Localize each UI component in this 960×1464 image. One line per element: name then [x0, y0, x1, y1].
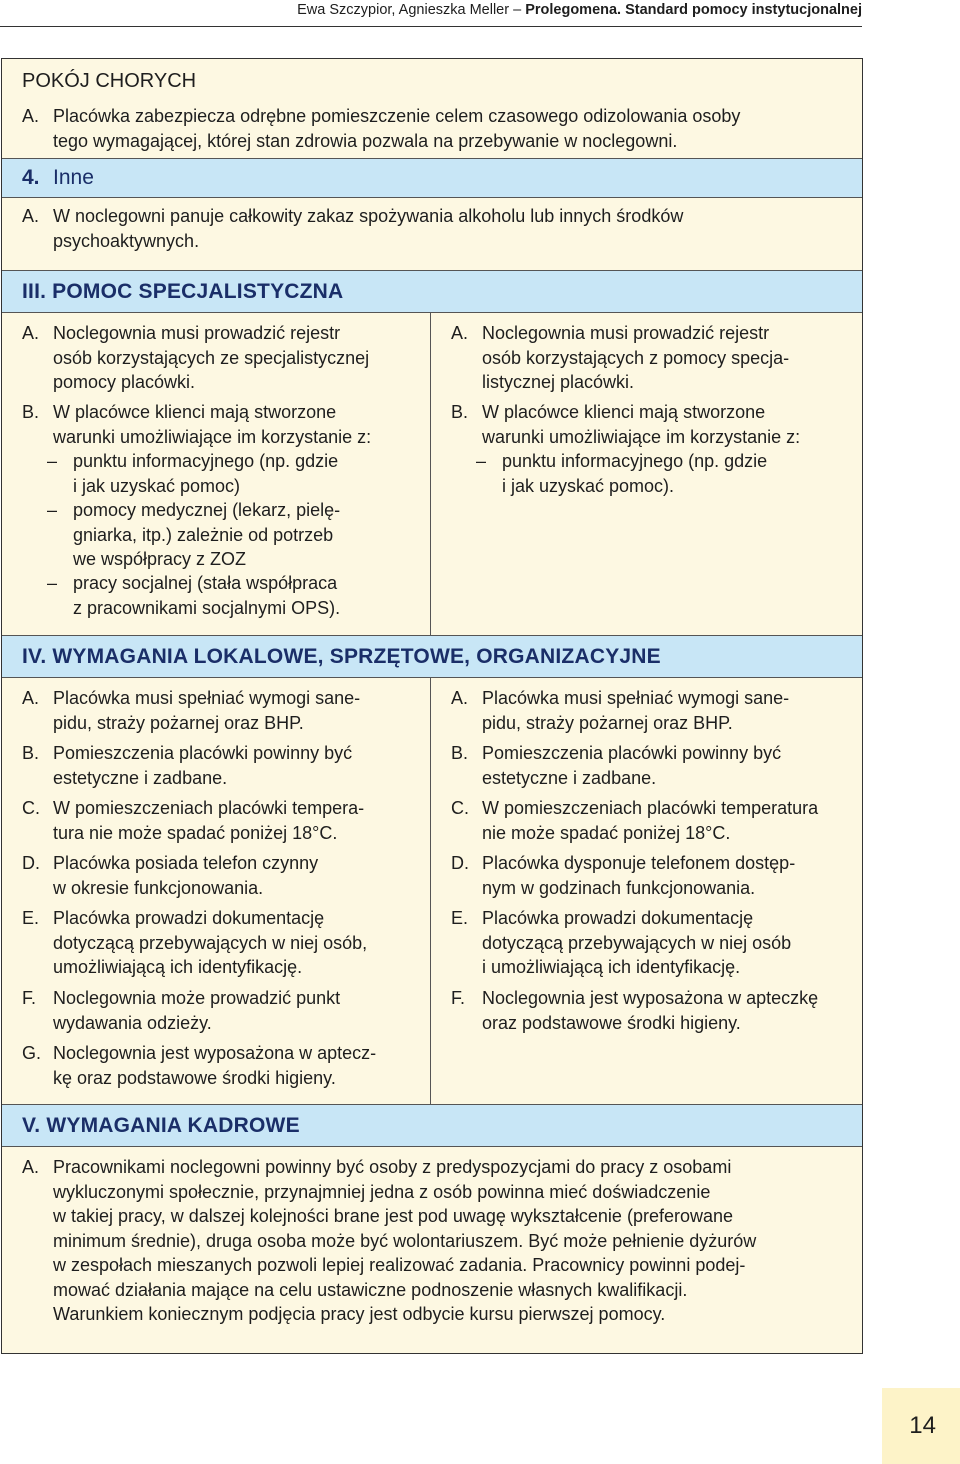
item-label: A. [22, 1157, 40, 1177]
section3-right-column: A. Noclegownia musi prowadzić rejestr osób korzystających z pomocy specja- listycznej placówki. B. W placówce klienci mają stworzone warunki umożliwiające im korzystanie z: – punktu informacyjnego (np. gdzie i jak uzyskać pomoc). [432, 313, 862, 635]
dash-text: pomocy medycznej (lekarz, pielę- gniarka, itp.) zależnie od potrzeb we współpracy z ZOZ [73, 500, 341, 569]
page-number: 14 [909, 1412, 936, 1439]
section4-body [2, 678, 862, 1105]
item-text: Pracownikami noclegowni powinny być osoby z predyspozycjami do pracy z osobami wykluczonymi społecznie, przynajmniej jedna z osób powinna mieć doświadczenie w takiej pracy, w dalszej kolejności brane jest pod uwagę wykształcenie (preferowane minimum średnie), druga osoba może być wolontariuszem. Być może pełnienie dyżurów w zespołach mieszanych pozwoli lepiej realizować zadania. Pracownicy powinni podej- mować działania mające na celu ustawiczne podnoszenie własnych kwalifikacji. Warunkiem koniecznym podjęcia pracy jest odbycie kursu pierwszej pomocy. [53, 1157, 757, 1324]
item-text: Placówka zabezpiecza odrębne pomieszczenie celem czasowego odizolowania osoby tego wymagającej, której stan zdrowia pozwala na przebywanie w noclegowni. [53, 106, 741, 151]
item-label: A. [22, 106, 40, 126]
item-text: Noclegownia musi prowadzić rejestr osób korzystających ze specjalistycznej pomocy placówki. [53, 323, 370, 392]
item-text: Noclegownia musi prowadzić rejestr osób korzystających z pomocy specja- listycznej placówki. [482, 323, 790, 392]
item-text: W placówce klienci mają stworzone warunki umożliwiające im korzystanie z: [53, 402, 372, 447]
header-book-title: Prolegomena. Standard pomocy instytucjonalnej [525, 2, 862, 18]
item-label: B. [22, 402, 40, 422]
header-text [297, 2, 862, 18]
other-heading-row [2, 159, 862, 198]
header-authors: Ewa Szczypior, Agnieszka Meller – [297, 2, 526, 18]
section4-title: IV. WYMAGANIA LOKALOWE, SPRZĘTOWE, ORGANIZACYJNE [22, 645, 661, 668]
dash-text: punktu informacyjnego (np. gdzie i jak uzyskać pomoc). [502, 451, 768, 496]
dash-text: punktu informacyjnego (np. gdzie i jak uzyskać pomoc) [73, 451, 339, 496]
item-label: A. [451, 323, 469, 343]
other-title: Inne [53, 166, 94, 189]
section5-title: V. WYMAGANIA KADROWE [22, 1114, 300, 1137]
item-label: A. [22, 323, 40, 343]
section5-heading-row [2, 1105, 862, 1147]
sick-room-block [2, 59, 862, 159]
other-number: 4. [22, 166, 40, 189]
section3-body [2, 313, 862, 636]
dash-text: pracy socjalnej (stała współpraca z pracownikami socjalnymi OPS). [73, 573, 341, 618]
page-number-tab [882, 1388, 960, 1464]
other-block [2, 198, 862, 271]
section4-heading-row [2, 636, 862, 678]
section4-right-column: A. Placówka musi spełniać wymogi sane- pidu, straży pożarnej oraz BHP. B. Pomieszczenia placówki powinny być estetyczne i zadbane. C. W pomieszczeniach placówki temperatura nie może spadać poniżej 18°C. D. Placówka dysponuje telefonem dostęp- nym w godzinach funkcjonowania. E. Placówka prowadzi dokumentację dotyczącą przebywających w niej osób i umożliwiającą ich identyfikację. F. Noclegownia jest wyposażona w apteczkę oraz podstawowe środki higieny. [451, 688, 819, 1033]
sick-room-title: POKÓJ CHORYCH [22, 70, 197, 92]
section3-heading-row [2, 271, 862, 313]
standards-table [1, 58, 863, 1354]
item-label: B. [451, 402, 469, 422]
running-header [0, 0, 862, 27]
section5-body [2, 1147, 862, 1353]
item-label: A. [22, 206, 40, 226]
item-text: W placówce klienci mają stworzone warunki umożliwiające im korzystanie z: [482, 402, 801, 447]
item-text: W noclegowni panuje całkowity zakaz spożywania alkoholu lub innych środków psychoaktywnych. [53, 206, 684, 251]
section3-title: III. POMOC SPECJALISTYCZNA [22, 280, 344, 303]
section3-left-column: A. Noclegownia musi prowadzić rejestr osób korzystających ze specjalistycznej pomocy placówki. B. W placówce klienci mają stworzone warunki umożliwiające im korzystanie z: – punktu informacyjnego (np. gdzie i jak uzyskać pomoc) – pomocy medycznej (lekarz, pielę- gniarka, itp.) zależnie od potrzeb we współpracy z ZOZ – pracy socjalnej (stała współpraca z pracownikami socjalnymi OPS). [2, 313, 431, 635]
section4-left-column: A. Placówka musi spełniać wymogi sane- pidu, straży pożarnej oraz BHP. B. Pomieszczenia placówki powinny być estetyczne i zadbane. C. W pomieszczeniach placówki tempera- tura nie może spadać poniżej 18°C. D. Placówka posiada telefon czynny w okresie funkcjonowania. E. Placówka prowadzi dokumentację dotyczącą przebywających w niej osób, umożliwiającą ich identyfikację. F. Noclegownia może prowadzić punkt wydawania odzieży. G. Noclegownia jest wyposażona w aptecz- kę oraz podstawowe środki higieny. [2, 678, 431, 1104]
